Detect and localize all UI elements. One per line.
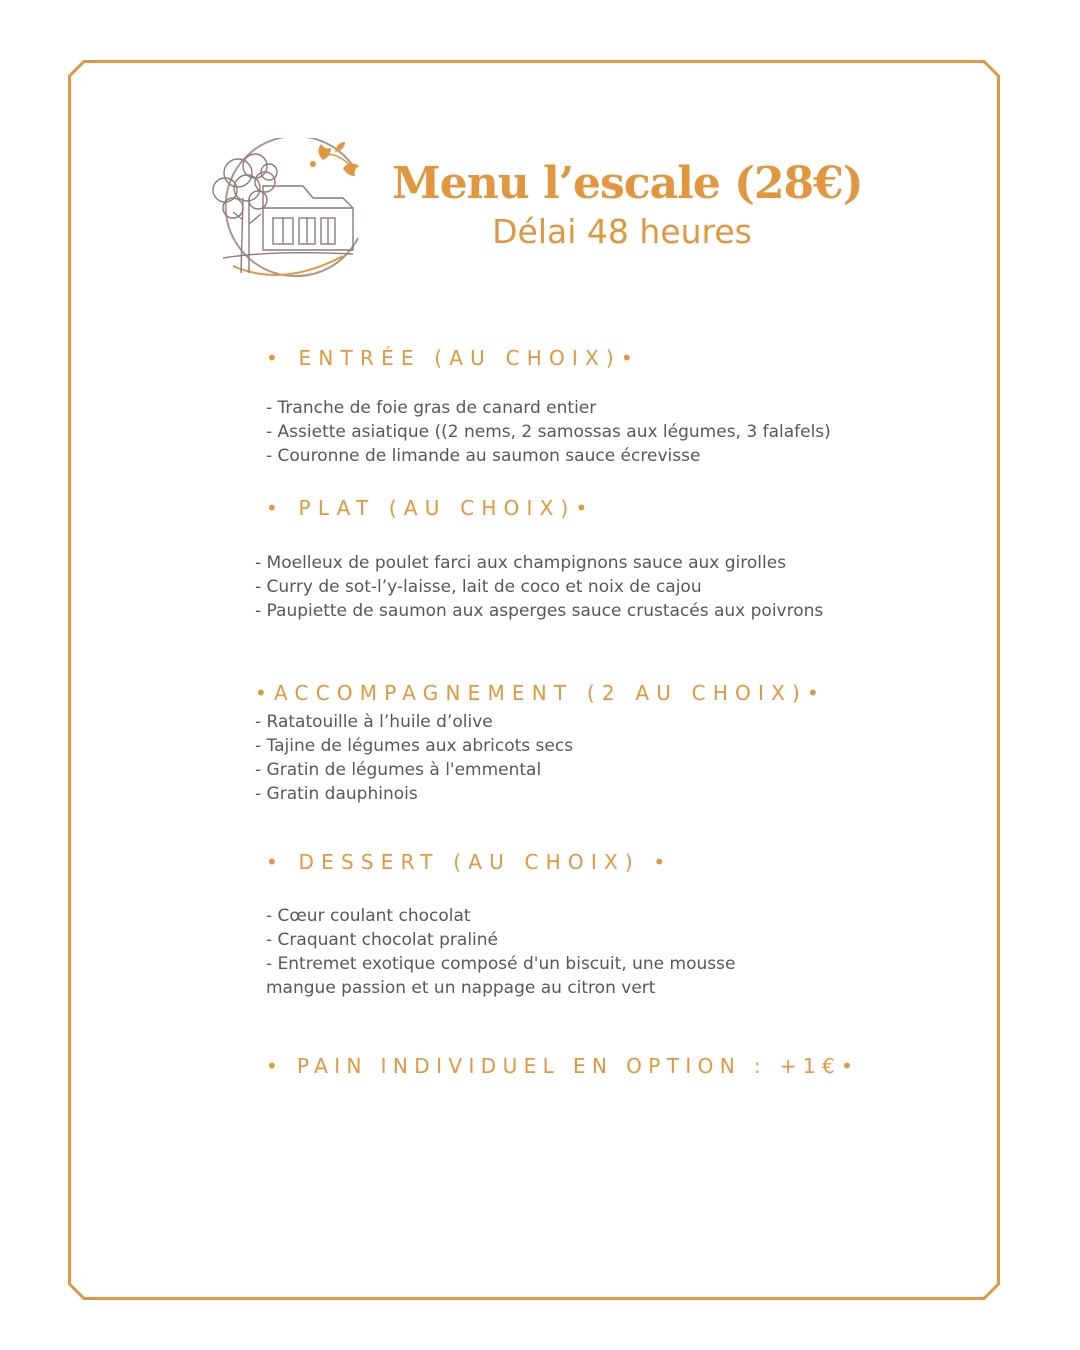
house-logo-icon xyxy=(203,138,368,283)
list-item: - Tajine de légumes aux abricots secs xyxy=(255,736,574,756)
list-item: - Craquant chocolat praliné xyxy=(266,930,498,950)
list-item: - Curry de sot-l’y-laisse, lait de coco et noix de cajou xyxy=(255,577,702,597)
section-heading-dessert: • DESSERT (AU CHOIX) • xyxy=(266,850,673,874)
section-heading-plat: • PLAT (AU CHOIX)• xyxy=(266,496,595,520)
list-item: - Couronne de limande au saumon sauce écrevisse xyxy=(266,446,701,466)
list-item: - Moelleux de poulet farci aux champignons sauce aux girolles xyxy=(255,553,787,573)
list-plat xyxy=(255,551,823,623)
list-item: - Ratatouille à l’huile d’olive xyxy=(255,712,493,732)
list-item: - Gratin de légumes à l'emmental xyxy=(255,760,542,780)
section-heading-entree: • ENTRÉE (AU CHOIX)• xyxy=(266,346,640,370)
section-heading-pain: • PAIN INDIVIDUEL EN OPTION : +1€• xyxy=(266,1054,860,1078)
menu-title: Menu l’escale (28€) xyxy=(392,158,863,209)
list-entree xyxy=(266,396,831,468)
list-accompagnement xyxy=(255,710,573,806)
list-item: - Gratin dauphinois xyxy=(255,784,418,804)
list-item: - Assiette asiatique ((2 nems, 2 samossas aux légumes, 3 falafels) xyxy=(266,422,831,442)
list-item: - Paupiette de saumon aux asperges sauce crustacés aux poivrons xyxy=(255,601,824,621)
list-item: - Cœur coulant chocolat xyxy=(266,906,471,926)
list-item: mangue passion et un nappage au citron vert xyxy=(266,978,656,998)
list-item: - Tranche de foie gras de canard entier xyxy=(266,398,597,418)
list-item: - Entremet exotique composé d'un biscuit, une mousse xyxy=(266,954,736,974)
menu-subtitle: Délai 48 heures xyxy=(492,212,752,251)
list-dessert xyxy=(266,904,735,1000)
section-heading-accompagnement: •ACCOMPAGNEMENT (2 AU CHOIX)• xyxy=(255,681,826,705)
